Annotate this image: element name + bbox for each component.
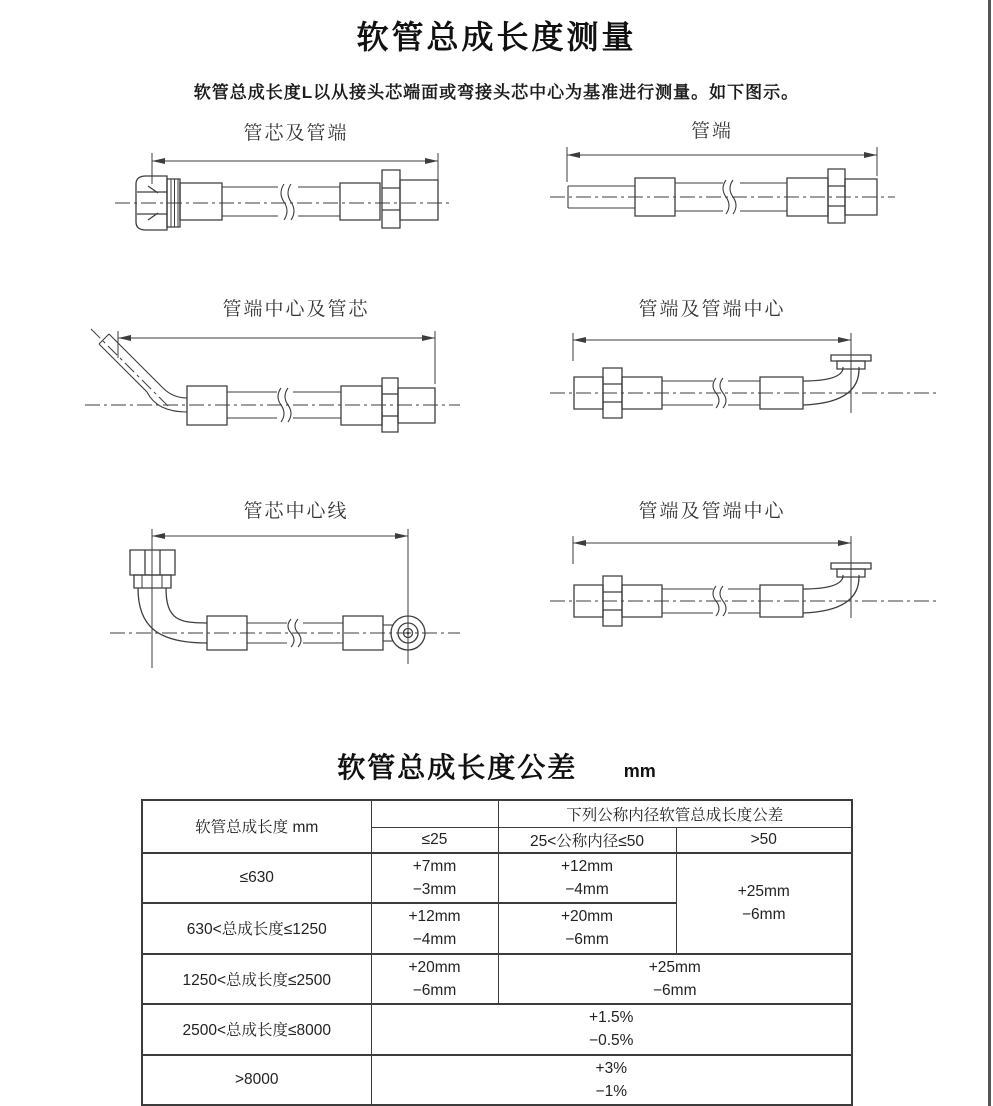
- dimension-line: [573, 536, 851, 618]
- tolerance-cell-1-1: [498, 903, 676, 954]
- flanged-elbow: [803, 355, 871, 405]
- diagram-tube-end-and-tube-end-center-a: [550, 333, 950, 445]
- diagram-tube-end-center-and-hose-core: [85, 328, 460, 460]
- break-symbol: [723, 180, 729, 214]
- tolerance-title: 软管总成长度公差: [337, 752, 578, 783]
- diagram-label-1: 管芯及管端: [243, 122, 349, 144]
- tolerance-plus: +20mm: [560, 908, 614, 925]
- diagram-hose-core-and-tube-end: [110, 146, 455, 261]
- tolerance-cell-2-0: [371, 954, 498, 1005]
- bore-header-gt50: >50: [676, 827, 852, 853]
- diagram-label-4: 管端及管端中心: [638, 298, 786, 320]
- tolerance-minus: −3mm: [412, 880, 457, 898]
- male-fitting: [340, 170, 438, 228]
- tolerance-plus: +20mm: [408, 958, 461, 976]
- tolerance-plus: +25mm: [648, 958, 701, 976]
- tolerance-table: [141, 799, 853, 1106]
- corner-header-cell: 软管总成长度 mm: [142, 800, 371, 853]
- tolerance-plus: +1.5%: [589, 1009, 634, 1026]
- tolerance-minus: −0.5%: [589, 1032, 634, 1050]
- tolerance-cell-1-0: [371, 903, 498, 954]
- tolerance-plus: +7mm: [412, 857, 457, 875]
- bore-header-25to50: 25<公称内径≤50: [498, 827, 676, 853]
- break-symbol: [281, 184, 287, 220]
- diagram-tube-end: [550, 112, 895, 260]
- tolerance-minus: −1%: [595, 1082, 627, 1100]
- intro-text: 软管总成长度L以从接头芯端面或弯接头芯中心为基准进行测量。如下图示。: [193, 83, 800, 102]
- diagram-hose-core-centerline: [105, 526, 465, 678]
- empty-header-cell: [371, 800, 498, 827]
- tolerance-minus: −6mm: [653, 981, 697, 999]
- diagram-label-3: 管端中心及管芯: [222, 298, 370, 320]
- dimension-line: [152, 529, 408, 668]
- tolerance-minus: −6mm: [565, 931, 609, 949]
- tolerance-minus: −6mm: [742, 906, 786, 923]
- tolerance-plus: +25mm: [737, 882, 790, 900]
- page-title: 软管总成长度测量: [356, 19, 637, 55]
- tolerance-title-row: [0, 746, 993, 786]
- row-label-0: ≤630: [142, 853, 371, 904]
- diagram-label-6: 管端及管端中心: [638, 500, 786, 522]
- hose-body: [222, 184, 340, 220]
- hose-socket: [180, 183, 222, 220]
- dimension-line: [118, 331, 435, 384]
- diagram-label-2: 管端: [690, 120, 733, 142]
- tolerance-plus: +3%: [595, 1059, 627, 1077]
- span-header-cell: 下列公称内径软管总成长度公差: [498, 800, 852, 827]
- bore-header-le25: ≤25: [371, 827, 498, 853]
- tolerance-minus: −4mm: [412, 931, 457, 949]
- tolerance-minus: −6mm: [412, 981, 457, 999]
- male-fitting: [787, 169, 877, 223]
- dimension-line: [567, 147, 877, 182]
- row-label-4: >8000: [142, 1055, 371, 1106]
- tolerance-plus: +12mm: [408, 908, 461, 925]
- tolerance-cell-3-0: [371, 1004, 852, 1055]
- page-right-border: [988, 0, 991, 1106]
- bent-tube-end: [99, 334, 187, 412]
- diagram-tube-end-and-tube-end-center-b: [550, 526, 950, 666]
- tolerance-minus: −4mm: [565, 880, 609, 898]
- diagram-label-5: 管芯中心线: [243, 500, 349, 522]
- row-label-2: 1250<总成长度≤2500: [142, 954, 371, 1005]
- row-label-1: 630<总成长度≤1250: [142, 903, 371, 954]
- tolerance-cell-0-1: [498, 853, 676, 904]
- tolerance-cell-0-2: [676, 853, 852, 954]
- tolerance-unit: mm: [623, 761, 656, 781]
- elbow-female-nut: [130, 550, 207, 643]
- tolerance-cell-2-1: [498, 954, 852, 1005]
- flanged-elbow: [803, 563, 871, 613]
- tolerance-cell-0-0: [371, 853, 498, 904]
- row-label-3: 2500<总成长度≤8000: [142, 1004, 371, 1055]
- dimension-line: [573, 333, 851, 413]
- tolerance-plus: +12mm: [560, 857, 614, 875]
- dimension-line: [152, 153, 438, 184]
- tolerance-cell-4-0: [371, 1055, 852, 1106]
